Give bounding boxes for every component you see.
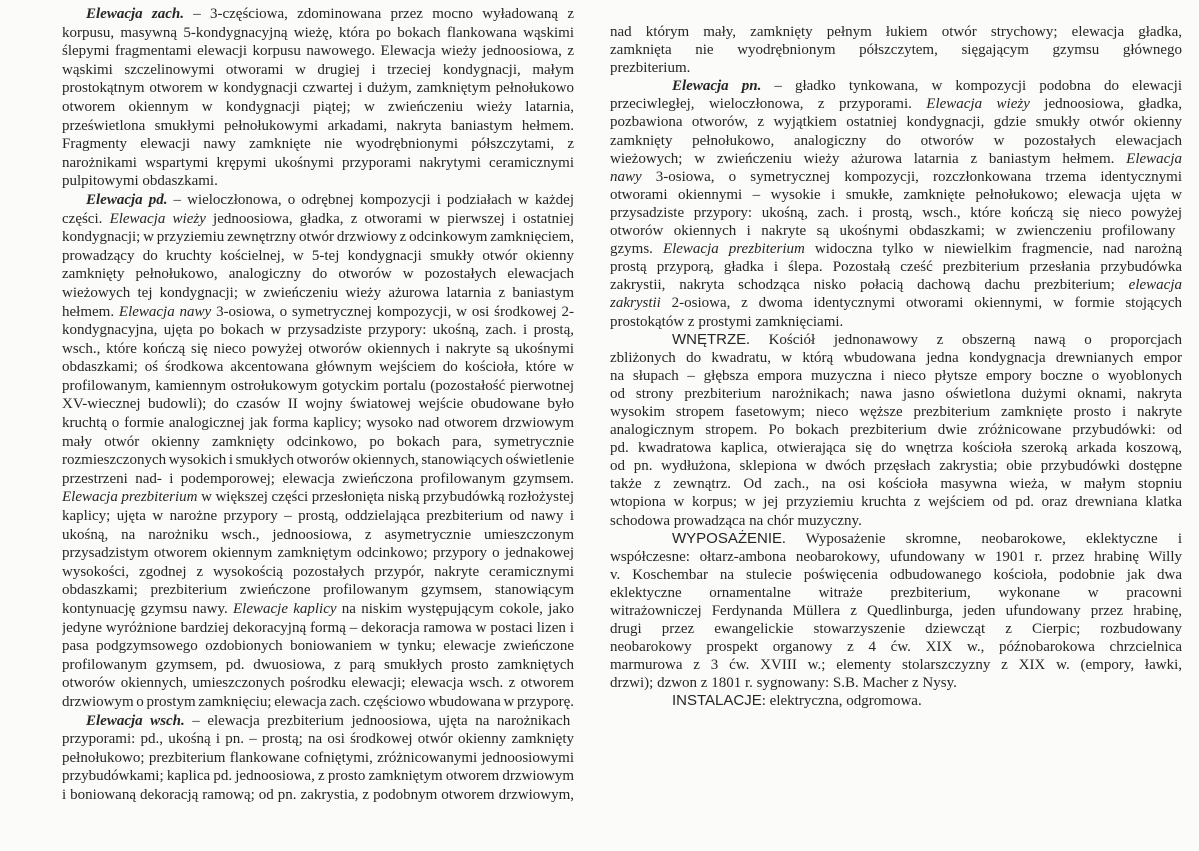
text-line <box>62 712 574 731</box>
text-line <box>62 749 574 768</box>
text-run: v. Koschembar na stulecie poświęcenia odbudowanego kościoła, podobnie jak dwa <box>610 566 1182 583</box>
text-line-content <box>610 150 1182 168</box>
text-line-content <box>610 41 1182 59</box>
text-run: otworów okiennych i nakryte są ukośnymi obdaszkami; w zwienczeniu profilowany <box>610 223 1176 240</box>
text-run: prowadzący do kruchty kościelnej, w 5-tej kondygnacji smukły otwór okienny <box>62 247 574 264</box>
text-run: kontynuację gzymsu nawy. <box>62 601 233 617</box>
text-line <box>62 228 574 247</box>
text-line-content <box>610 421 1182 439</box>
text-line-content <box>62 24 574 43</box>
text-run: współczesne: ołtarz-ambona neobarokowy, ufundowany w 1901 r. przez hrabinę Willy <box>610 548 1182 565</box>
text-line-content <box>610 512 862 530</box>
chapter-heading: WNĘTRZE <box>672 330 747 348</box>
text-run: prześwietlona smukłymi pełnołukowymi arkadami, nakryta baniastym hełmem. <box>62 117 574 134</box>
text-run: wąskimi szczelinowymi otworami w drugiej i trzeciej kondygnacji, małym <box>62 61 574 78</box>
text-run: wieżowych; w zwieńczeniu wieży ażurowa latarnia z baniastym hełmem. <box>610 150 1127 167</box>
text-run: 3-osiowa, o symetrycznej kompozycji, w osi środkowej 2- <box>211 303 574 320</box>
text-run: – 3-częściowa, zdominowana przez mocno wyładowaną z <box>184 6 574 22</box>
text-run: obdaszkami; prezbiterium zwieńczone profilowanym gzymsem, stanowiącym <box>62 582 574 599</box>
text-line <box>62 414 574 433</box>
text-line-content <box>62 377 574 396</box>
text-line-content <box>610 313 843 331</box>
text-run: Fragmenty elewacji nawy zamknięte nie wyodrębnionymi półszczytami, z <box>62 136 574 153</box>
text-run: zbliżonych do kwadratu, w którą wbudowana jedna kondygnacja drewnianych empor <box>610 349 1182 366</box>
text-line-content <box>62 470 574 489</box>
text-run: – gładko tynkowana, w kompozycji podobna do elewacji <box>761 78 1182 95</box>
text-line <box>610 367 1182 385</box>
text-line-content <box>610 294 1182 312</box>
text-run: zamknięta nie wyodrębnionym półszczytem, sięgającym gzymsu głównego <box>610 42 1182 59</box>
text-run: od pn. wydłużona, sklepiona w dwóch przęsłach zakrystia; obie przybudówki dostępne <box>610 458 1182 475</box>
text-line <box>62 117 574 136</box>
text-run: drzwi); dzwon z 1801 r. sygnowany: S.B. Macher z Nysy. <box>610 675 957 692</box>
text-run: wtopiona w korpus; w jej przyziemiu kruchta z wejściem od pd. oraz drewniana klatka <box>610 494 1182 511</box>
text-line-content <box>610 493 1182 511</box>
text-line-content <box>62 526 574 545</box>
text-line-content <box>86 5 574 24</box>
text-line <box>62 544 574 563</box>
text-line <box>610 421 1182 439</box>
text-line <box>610 204 1182 222</box>
text-line <box>62 507 574 526</box>
text-line <box>610 403 1182 421</box>
text-line <box>610 512 1182 530</box>
text-line-content <box>62 544 574 563</box>
text-line-content <box>672 77 1182 95</box>
text-line-content <box>62 414 574 433</box>
text-run: mały otwór okienny zamknięty odcinkowo, po bokach para, symetrycznie <box>62 433 574 450</box>
text-run: rozmieszczonych wysokich i smukłych otworów okiennych, stanowiących oświetlenie <box>62 452 574 469</box>
text-line <box>610 674 1182 692</box>
text-line <box>610 656 1182 674</box>
section-heading: Elewacja wsch. <box>86 712 185 729</box>
text-line <box>62 674 574 693</box>
text-run: profilowanym, kamiennym ostrołukowym gotyckim portalu (pozostałość pierwotnej <box>62 377 574 394</box>
text-line-content <box>610 656 1182 674</box>
text-line-content <box>62 749 574 768</box>
text-run: : elektryczna, odgromowa. <box>761 693 922 710</box>
text-line-content <box>610 204 1182 222</box>
text-run: przysadziste przypory: ukośną, zach. i prostą, wsch., które kończą się nieco powyżej <box>610 204 1182 221</box>
text-line <box>610 566 1182 584</box>
text-line-content <box>610 186 1182 204</box>
text-line-content <box>610 367 1182 385</box>
text-run: prostokątów z prostymi zamknięciami. <box>610 313 844 330</box>
text-run: otworem okiennym w kondygnacji piątej; w zwieńczeniu wieży latarnia, <box>62 98 574 115</box>
text-line-content <box>62 79 574 98</box>
italic-term: Elewacja <box>1126 150 1182 167</box>
text-line <box>62 284 574 303</box>
text-line <box>62 265 574 284</box>
italic-term: elewacja <box>1128 277 1182 294</box>
text-line <box>610 77 1182 95</box>
text-line-content <box>62 581 574 600</box>
text-line-content <box>610 584 1182 602</box>
text-run: części. <box>62 210 110 227</box>
text-line <box>62 340 574 359</box>
text-line <box>62 526 574 545</box>
text-line <box>62 191 574 210</box>
text-line-content <box>62 284 574 303</box>
text-line <box>610 132 1182 150</box>
text-line <box>62 303 574 322</box>
text-line <box>610 475 1182 493</box>
text-run: przeciwległej, wieloczłonowa, z przyporami. <box>610 96 927 113</box>
text-line-content <box>62 693 574 712</box>
text-line-content <box>610 475 1182 493</box>
italic-term: Elewacja wieży <box>926 96 1030 113</box>
text-run: analogicznym stropem. Po bokach prezbiterium dwie zróżnicowane przybudówki: od <box>610 422 1182 439</box>
text-line-content <box>62 507 574 526</box>
text-line <box>610 548 1182 566</box>
text-line <box>610 150 1182 168</box>
text-run: – wieloczłonowa, o odrębnej kompozycji i podziałach w każdej <box>167 191 574 208</box>
text-line <box>62 5 574 24</box>
text-line-content <box>610 602 1182 620</box>
text-line <box>610 638 1182 656</box>
text-run: zakrystii, nakryta schodząca nisko połacią dachową dachu prezbiterium; <box>610 277 1129 294</box>
text-run: ukośną, na narożniku wsch., jednoosiowa, z asymetrycznie umieszczonym <box>62 526 574 543</box>
text-line <box>62 600 574 619</box>
text-run: przyporami: pd., ukośną i pn. – prostą; na osi środkowej otwór okienny zamknięty <box>62 731 574 748</box>
text-line-content <box>62 135 574 154</box>
text-run: 2-osiowa, z dwoma identycznymi otworami okiennymi, w formie stojących <box>660 295 1182 312</box>
text-run: w większej części przesłonięta niską przybudówką rozłożystej <box>197 489 574 506</box>
text-run: . Wyposażenie skromne, neobarokowe, eklektyczne i <box>782 530 1182 547</box>
chapter-heading: INSTALACJE <box>672 692 762 710</box>
text-line <box>62 656 574 675</box>
text-line-content <box>62 61 574 80</box>
text-run: kaplicy; ujęta w narożne przypory – prostą, oddzielająca prezbiterium od nawy i <box>62 508 574 525</box>
text-run: pozbawiona otworów, z wyjątkiem ostatniej kondygnacji, gdzie smukły otwór okienny <box>610 114 1182 131</box>
text-line <box>62 619 574 638</box>
text-line-content <box>62 563 574 582</box>
text-line-content <box>610 240 1182 258</box>
text-line-content <box>62 358 574 377</box>
text-line-content <box>62 117 574 136</box>
text-run: zamknięty pełnołukowo, analogiczny do otworów w pozostałych elewacjach <box>610 132 1182 149</box>
text-line <box>610 493 1182 511</box>
text-line-content <box>610 276 1182 294</box>
text-line <box>62 451 574 470</box>
text-line <box>62 61 574 80</box>
text-run: marmurowa z 3 ćw. XVIII w.; elementy stolarszczyzny z XIX w. (empory, ławki, <box>610 657 1182 674</box>
text-line <box>62 42 574 61</box>
text-line-content <box>62 433 574 452</box>
text-line <box>610 385 1182 403</box>
text-line-content <box>62 600 574 619</box>
text-line <box>62 98 574 117</box>
text-line-content <box>86 712 570 731</box>
left-text-column <box>62 5 574 805</box>
chapter-heading: WYPOSAŻENIE <box>672 529 783 547</box>
text-line <box>610 168 1182 186</box>
italic-term: Elewacja prezbiterium <box>662 241 805 258</box>
text-line-content <box>610 403 1182 421</box>
text-line-content <box>62 98 574 117</box>
text-line <box>610 620 1182 638</box>
text-line-content <box>610 95 1182 113</box>
text-line <box>62 172 574 191</box>
text-run: gzyms. <box>610 241 663 258</box>
text-line-content <box>62 451 574 470</box>
text-line <box>610 331 1182 349</box>
text-line-content <box>610 548 1182 566</box>
text-line <box>62 470 574 489</box>
text-line <box>62 395 574 414</box>
text-line-content <box>672 530 1182 548</box>
text-run: prostokątnym otworem w kondygnacji czwartej i dużym, zamkniętym pełnołukowo <box>62 80 574 97</box>
text-run: pd. kwadratowa kaplica, otwierająca się do wnętrza kościoła szeroką arkada koszową, <box>610 440 1182 457</box>
text-line-content <box>610 620 1182 638</box>
text-run: wysokim stropem fasetowym; nieco węższe prezbiterium zamknięte prosto i nakryte <box>610 403 1182 420</box>
text-line-content <box>610 222 1175 240</box>
text-line <box>62 693 574 712</box>
text-line <box>62 581 574 600</box>
text-run: 3-osiowa, o symetrycznej kompozycji, rozczłonkowana trzema identycznymi <box>641 168 1182 185</box>
text-line-content <box>62 303 574 322</box>
text-line <box>62 135 574 154</box>
text-line-content <box>610 674 957 692</box>
section-heading: Elewacja pn. <box>672 78 762 95</box>
text-line <box>610 439 1182 457</box>
text-run: neobarokowy prospekt organowy z 4 ćw. XIX w., późnobarokowa chrzcielnica <box>610 639 1182 656</box>
text-run: wysokości, zgodnej z wysokością pozostałych przypór, nakryte ceramicznymi <box>62 563 574 580</box>
text-run: kondygnacji; w przyziemiu zewnętrzny otwór drzwiowy z odcinkowym zamknięciem, <box>62 229 574 246</box>
text-line <box>610 41 1182 59</box>
text-line <box>62 563 574 582</box>
text-line <box>610 530 1182 548</box>
text-run: pełnołukowo; prezbiterium flankowane cofniętymi, zróżnicowanymi jednoosiowymi <box>62 749 574 766</box>
text-line-content <box>610 566 1182 584</box>
text-line-content <box>62 247 574 266</box>
text-line-content <box>610 349 1182 367</box>
text-run: także z zewnątrz. Od zach., na osi kościoła masywna wieża, w małym stopniu <box>610 476 1182 493</box>
text-run: kondygnacyjna, ujęta po bokach w przysadziste przypory: ukośną, zach. i prostą, <box>62 322 574 339</box>
text-run: na niskim występującym cokole, jako <box>336 601 574 617</box>
text-line-content <box>62 172 218 191</box>
text-line-content <box>62 674 574 693</box>
text-line <box>610 313 1182 331</box>
text-line-content <box>610 23 1182 41</box>
text-run: drugi przez ewangelickie stowarzyszenie dziewcząt z Cierpic; rozbudowany <box>610 621 1182 638</box>
text-run: przysadzistym otworem okiennym zamkniętym odcinkowo; przypory o jednakowej <box>62 545 574 562</box>
text-line-content <box>610 258 1182 276</box>
text-run: i boniowaną dekoracją ramową; od pn. zakrystia, z podobnym otworem drzwiowym, <box>62 786 574 803</box>
text-run: profilowanym gzymsem, pd. dwuosiowa, z parą smukłych prosto zamkniętych <box>62 656 574 673</box>
section-heading: Elewacja pd. <box>86 191 168 208</box>
text-run: witrażowniczej Ferdynanda Müllera z Quedlinburga, jeden ufundowany przez hrabinę, <box>610 603 1182 619</box>
text-line-content <box>610 59 690 77</box>
text-run: schodowa prowadząca na chór muzyczny. <box>610 512 862 529</box>
text-run: prezbiterium. <box>610 60 691 77</box>
text-line <box>610 294 1182 312</box>
text-line <box>62 79 574 98</box>
text-run: . Kościół jednonawowy z obszerną nawą o proporcjach <box>746 331 1182 348</box>
text-line <box>610 457 1182 475</box>
text-line <box>610 59 1182 77</box>
text-run: prostą przyporą, gładka i ślepa. Pozostałą cześć prezbiterium przesłania przybudówka <box>610 259 1182 276</box>
text-run: widoczna tylko w niewielkim fragmencie, nad narożną <box>804 241 1182 258</box>
text-run: kruchtą o formie analogicznej jak forma kaplicy; wysoko nad otworem drzwiowym <box>62 415 574 432</box>
text-line-content <box>62 340 574 359</box>
text-run: wsch., które kończą się nieco powyżej otworów okiennych i nakryte są ukośnymi <box>62 340 574 357</box>
text-run: otworami okiennymi – wysokie i smukłe, zamknięte pełnołukowo; elewacja ujęta w <box>610 186 1182 203</box>
text-line <box>610 258 1182 276</box>
text-line-content <box>62 656 574 675</box>
text-run: przybudówkami; kaplica pd. jednoosiowa, z prosto zamkniętym otworem drzwiowym <box>62 768 574 785</box>
text-line <box>610 584 1182 602</box>
text-line-content <box>672 331 1182 349</box>
text-run: przestrzeni nad- i podemporowej; elewacja zwieńczona profilowanym gzymsem. <box>62 470 574 487</box>
italic-term: nawy <box>610 168 642 185</box>
text-line-content <box>610 439 1182 457</box>
text-run: ślepymi fragmentami elewacji korpusu nawowego. Elewacja wieży jednoosiowa, z <box>62 43 574 60</box>
text-line <box>610 602 1182 620</box>
text-run: narożnikami wspartymi krępymi ukośnymi przyporami nakrytymi ceramicznymi <box>62 154 574 171</box>
text-run: korpusu, masywną 5-kondygnacyjną wieżę, która po bokach flankowana wąskimi <box>62 24 574 41</box>
text-line-content <box>62 265 574 284</box>
text-line <box>610 95 1182 113</box>
text-run: pulpitowymi obdaszkami. <box>62 173 218 190</box>
text-line-content <box>62 154 574 173</box>
text-run: nad którym mały, zamknięty pełnym łukiem otwór strychowy; elewacja gładka, <box>610 24 1182 40</box>
text-line-content <box>610 385 1182 403</box>
text-line-content <box>62 321 574 340</box>
italic-term: Elewacja wieży <box>109 210 206 227</box>
text-line <box>62 154 574 173</box>
text-line-content <box>62 488 574 507</box>
section-heading: Elewacja zach. <box>86 6 184 22</box>
text-line-content <box>610 113 1182 131</box>
text-run: hełmem. <box>62 303 119 320</box>
text-run: – elewacja prezbiterium jednoosiowa, ujęta na narożnikach <box>184 712 571 729</box>
text-line <box>610 23 1182 41</box>
text-line <box>62 210 574 229</box>
text-line <box>610 349 1182 367</box>
text-line-content <box>62 395 574 414</box>
italic-term: Elewacja nawy <box>118 303 212 320</box>
text-line <box>62 24 574 43</box>
text-run: od strony prezbiterium narożnikach; nawa jasno oświetlona dużymi oknami, nakryta <box>610 385 1182 402</box>
text-line-content <box>610 457 1182 475</box>
text-run: jednoosiowa, gładka, <box>1029 96 1182 113</box>
text-line-content <box>62 730 574 749</box>
text-run: na słupach – głębsza empora muzyczna i nieco płytsze empory boczne o wyoblonych <box>610 367 1182 384</box>
text-line <box>610 240 1182 258</box>
text-line-content <box>62 637 574 656</box>
text-line <box>610 186 1182 204</box>
text-line-content <box>610 168 1182 186</box>
right-text-column <box>610 23 1182 711</box>
text-line-content <box>62 42 574 61</box>
text-line <box>610 222 1182 240</box>
text-line <box>62 321 574 340</box>
italic-term: zakrystii <box>610 295 661 312</box>
text-line <box>62 247 574 266</box>
text-line-content <box>62 228 574 247</box>
text-line <box>610 113 1182 131</box>
text-run: eklektyczne ornamentalne witraże prezbiterium, wykonane w pracowni <box>610 584 1182 601</box>
text-line <box>62 786 574 805</box>
italic-term: Elewacje kaplicy <box>233 601 337 617</box>
text-line <box>62 358 574 377</box>
text-line-content <box>62 619 574 638</box>
text-line <box>62 637 574 656</box>
text-line-content <box>62 210 574 229</box>
text-run: XV-wiecznej budowli); do czasów II wojny światowej wejście obudowane było <box>62 396 574 413</box>
text-line <box>62 730 574 749</box>
text-line <box>610 692 1182 710</box>
text-line-content <box>62 786 574 805</box>
text-line <box>62 377 574 396</box>
text-line-content <box>610 638 1182 656</box>
text-run: drzwiowym o prostym zamknięciu; elewacja zach. częściowo wbudowana w przyporę. <box>62 693 574 710</box>
text-run: obdaszkami; oś środkowa akcentowana głównym wejściem do kościoła, które w <box>62 359 574 376</box>
text-run: wieżowych tej kondygnacji; w zwieńczeniu wieży ażurowa latarnia z baniastym <box>62 284 574 301</box>
italic-term: Elewacja prezbiterium <box>62 489 198 506</box>
text-line-content <box>610 132 1182 150</box>
text-run: jedyne wyróżnione bardziej dekoracyjną formą – dekoracja ramowa w postaci lizen i <box>62 619 574 636</box>
text-run: pasa podgzymsowego ozdobionych boniowaniem w tynku; elewacje zwieńczone <box>62 638 574 655</box>
text-run: zamknięty pełnołukowo, analogiczny do otworów w pozostałych elewacjach <box>62 266 574 283</box>
text-line <box>62 488 574 507</box>
text-line-content <box>86 191 574 210</box>
text-line <box>62 767 574 786</box>
text-line-content <box>672 692 922 710</box>
text-line <box>62 433 574 452</box>
text-line-content <box>62 767 574 786</box>
text-line <box>610 276 1182 294</box>
text-run: jednoosiowa, gładka, z otworami w pierwszej i ostatniej <box>205 210 574 227</box>
text-run: otworów okiennych, umieszczonych pośrodku elewacji; elewacja wsch. z otworem <box>62 675 574 692</box>
